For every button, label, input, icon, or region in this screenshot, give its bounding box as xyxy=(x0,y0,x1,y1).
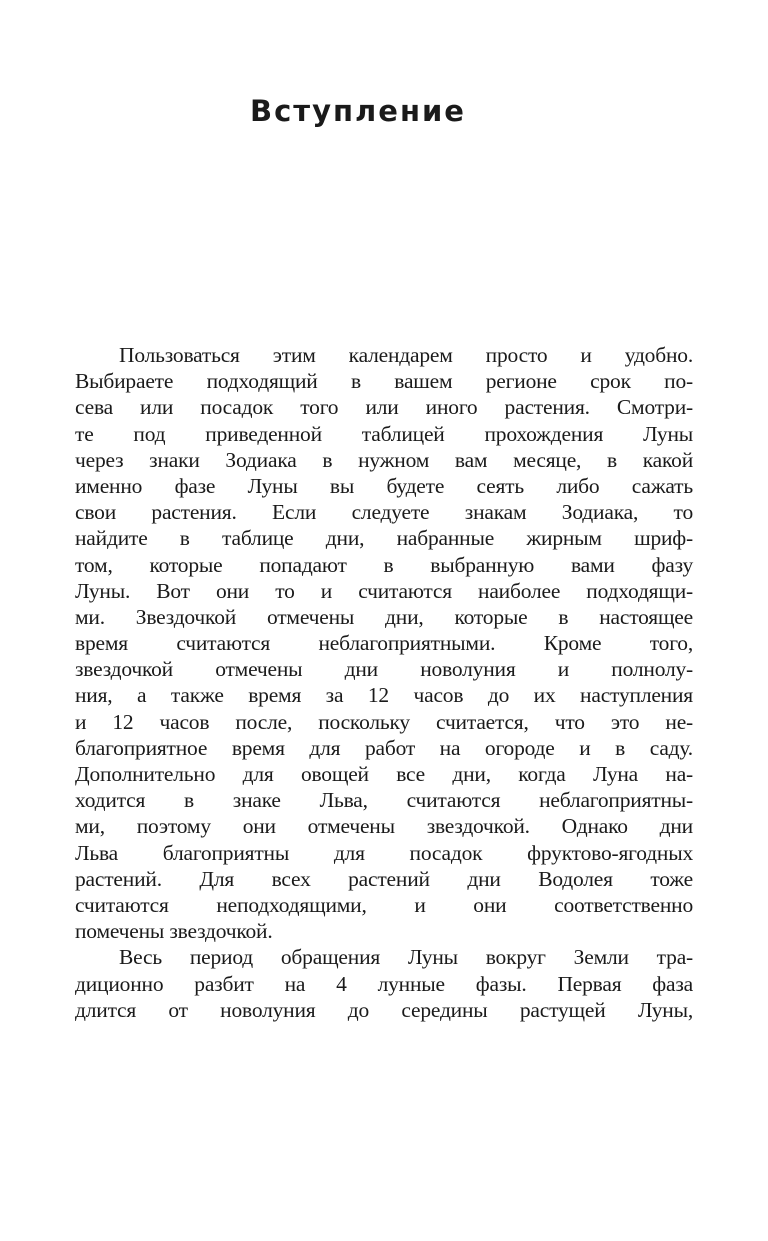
text-line: найдите в таблице дни, набранные жирным шриф- xyxy=(75,526,693,551)
text-line: Льва благоприятны для посадок фруктово-ягодных xyxy=(75,840,693,865)
paragraph xyxy=(75,342,693,944)
chapter-title: Вступление xyxy=(250,94,466,128)
text-line: благоприятное время для работ на огороде и в саду. xyxy=(75,735,693,760)
text-line: время считаются неблагоприятными. Кроме того, xyxy=(75,631,693,656)
text-line: Пользоваться этим календарем просто и удобно. xyxy=(119,343,693,367)
text-line: Весь период обращения Луны вокруг Земли тра- xyxy=(119,945,693,970)
text-line: звездочкой отмечены дни новолуния и полнолу- xyxy=(75,657,693,682)
text-line: и 12 часов после, поскольку считается, что это не- xyxy=(75,709,693,734)
text-line: Дополнительно для овощей все дни, когда Луна на- xyxy=(75,762,693,786)
paragraph xyxy=(75,944,693,1023)
text-line: Луны. Вот они то и считаются наиболее подходящи- xyxy=(75,578,693,603)
text-line: именно фазе Луны вы будете сеять либо сажать xyxy=(75,473,693,498)
text-line: растений. Для всех растений дни Водолея тоже xyxy=(75,866,693,891)
text-line: длится от новолуния до середины растущей Луны, xyxy=(75,997,693,1022)
text-line: считаются неподходящими, и они соответственно xyxy=(75,892,693,917)
chapter-body xyxy=(75,342,693,1023)
text-line: диционно разбит на 4 лунные фазы. Первая фаза xyxy=(75,971,693,996)
text-line: ми. Звездочкой отмечены дни, которые в настоящее xyxy=(75,604,693,629)
text-line: сева или посадок того или иного растения. Смотри- xyxy=(75,395,693,420)
text-line: через знаки Зодиака в нужном вам месяце, в какой xyxy=(75,447,693,472)
text-line: Выбираете подходящий в вашем регионе срок по- xyxy=(75,369,693,394)
text-line: том, которые попадают в выбранную вами фазу xyxy=(75,552,693,577)
text-line: помечены звездочкой. xyxy=(75,919,273,944)
text-line: свои растения. Если следуете знакам Зодиака, то xyxy=(75,500,693,525)
text-line: те под приведенной таблицей прохождения Луны xyxy=(75,421,693,446)
text-line: ходится в знаке Льва, считаются неблагоприятны- xyxy=(75,788,693,813)
text-line: ния, а также время за 12 часов до их наступления xyxy=(75,683,693,708)
text-line: ми, поэтому они отмечены звездочкой. Однако дни xyxy=(75,814,693,839)
